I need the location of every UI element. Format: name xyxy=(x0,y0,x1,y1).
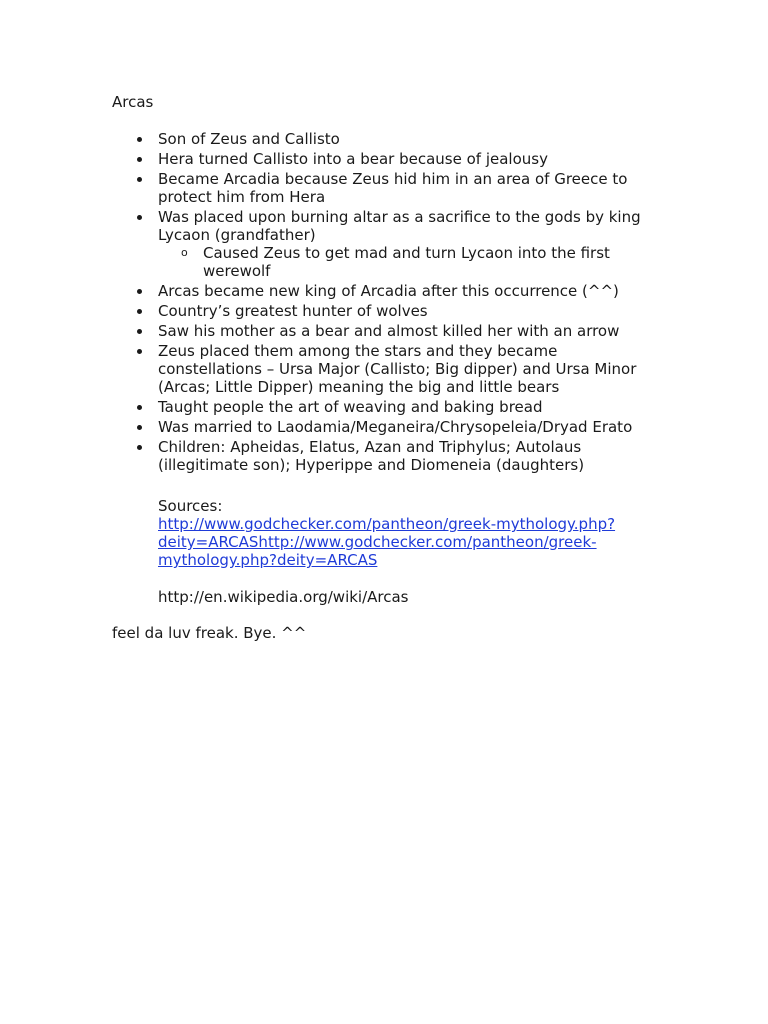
list-item: Zeus placed them among the stars and they became constellations – Ursa Major (Callisto; Big dipper) and Ursa Minor (Arcas; Little Dipper) meaning the big and little bears xyxy=(158,342,658,396)
document-title: Arcas xyxy=(112,93,154,111)
sources-block xyxy=(158,497,658,569)
list-item: Became Arcadia because Zeus hid him in an area of Greece to protect him from Hera xyxy=(158,170,658,206)
list-item: Taught people the art of weaving and baking bread xyxy=(158,398,658,416)
list-item: Son of Zeus and Callisto xyxy=(158,130,658,148)
list-item: Saw his mother as a bear and almost killed her with an arrow xyxy=(158,322,658,340)
sources-link[interactable]: http://www.godchecker.com/pantheon/greek-mythology.php?deity=ARCAShttp://www.godchecker.com/pantheon/greek-mythology.php?deity=ARCAS xyxy=(158,515,616,569)
wiki-url-text: http://en.wikipedia.org/wiki/Arcas xyxy=(158,588,409,606)
list-item: Children: Apheidas, Elatus, Azan and Triphylus; Autolaus (illegitimate son); Hyperippe and Diomeneia (daughters) xyxy=(158,438,658,474)
sub-list-item: o Caused Zeus to get mad and turn Lycaon into the first werewolf xyxy=(203,244,658,280)
list-item: Arcas became new king of Arcadia after this occurrence (^^) xyxy=(158,282,658,300)
list-item: Hera turned Callisto into a bear because of jealousy xyxy=(158,150,658,168)
footer-text: feel da luv freak. Bye. ^^ xyxy=(112,624,307,642)
list-item-with-sub xyxy=(158,208,658,280)
bullet-list xyxy=(158,130,658,476)
sub-bullet-list xyxy=(158,244,658,280)
list-item: Country’s greatest hunter of wolves xyxy=(158,302,658,320)
list-item: Was married to Laodamia/Meganeira/Chrysopeleia/Dryad Erato xyxy=(158,418,658,436)
list-item-text: Was placed upon burning altar as a sacrifice to the gods by king Lycaon (grandfather) xyxy=(158,208,641,244)
sources-label: Sources: xyxy=(158,497,223,515)
